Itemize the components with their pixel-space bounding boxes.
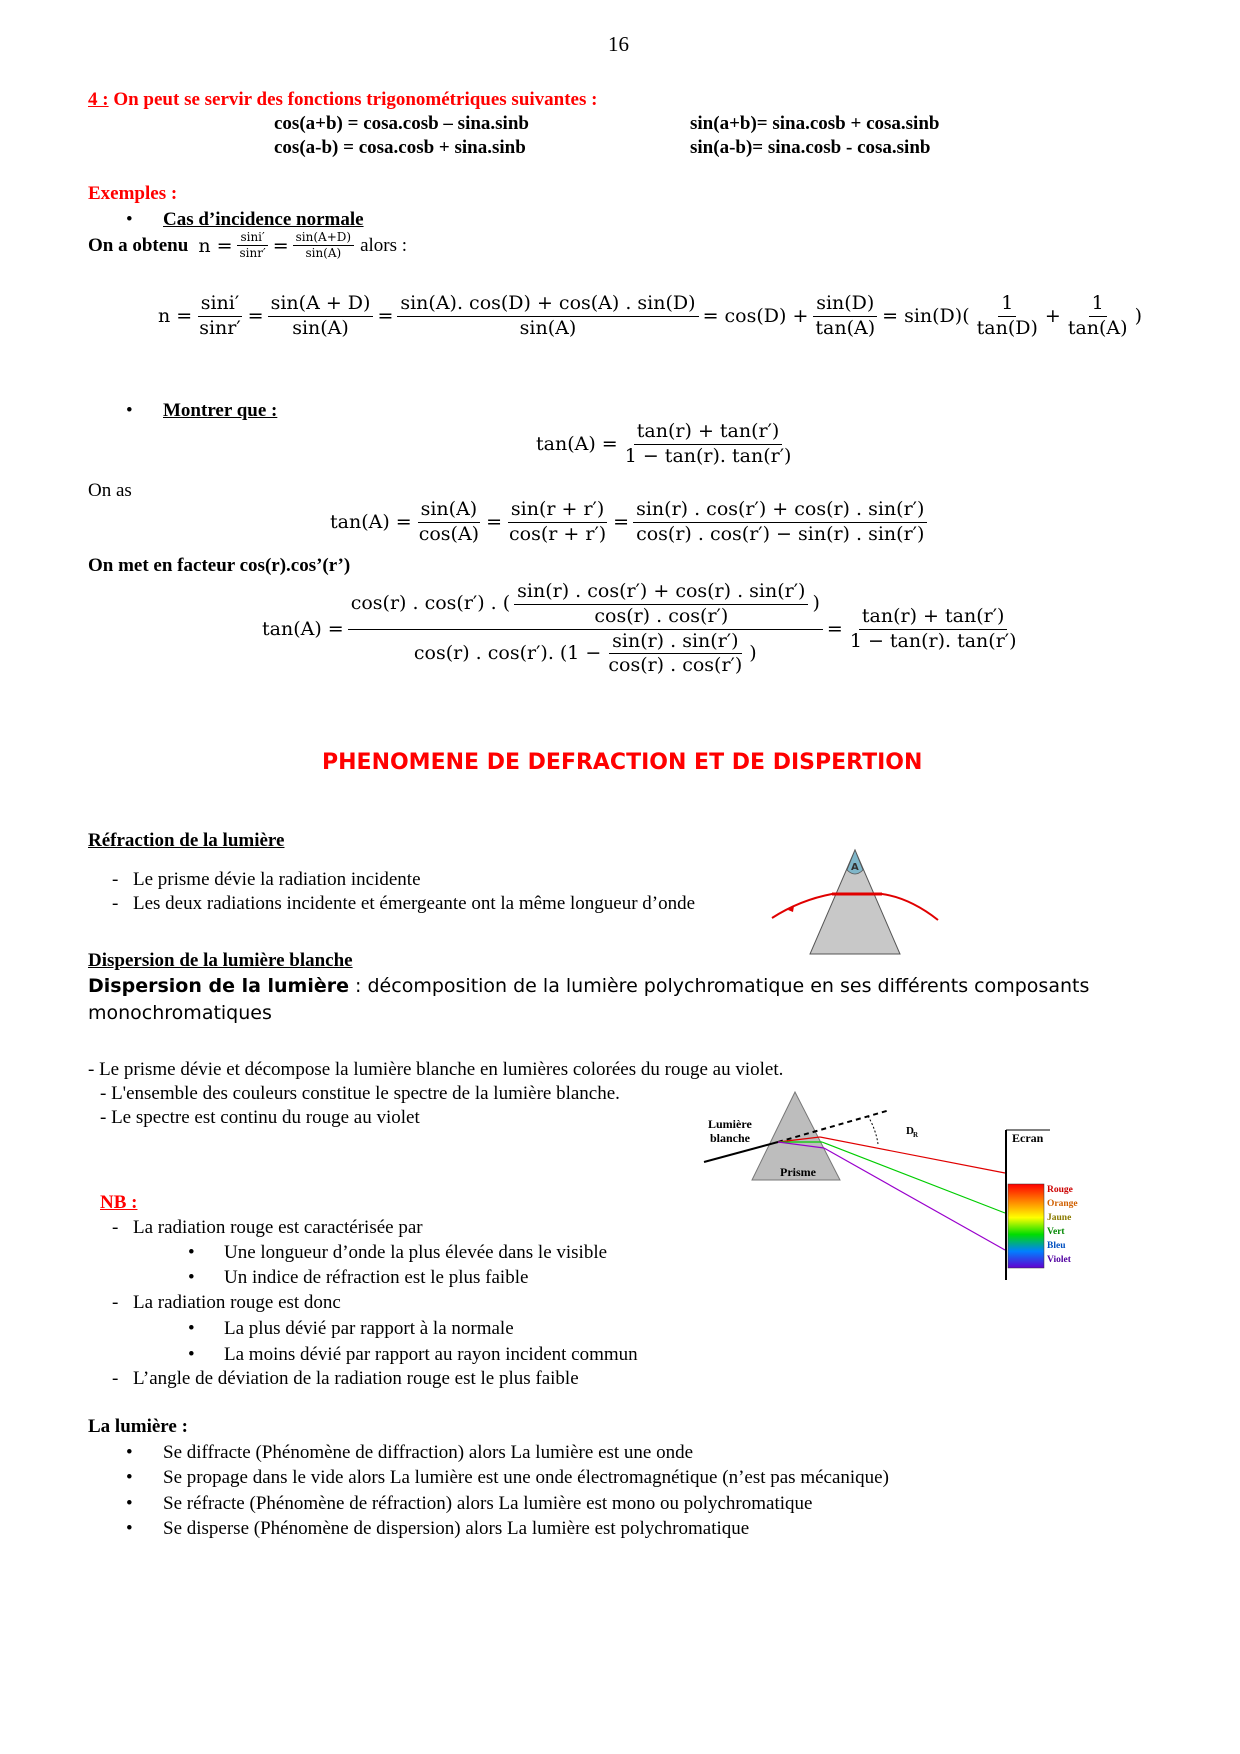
emergent-green	[822, 1142, 1005, 1213]
deviation-arc	[868, 1116, 878, 1144]
deviation-sub: R	[913, 1131, 919, 1139]
nested-numerator	[348, 580, 823, 630]
num: sin(A + D)	[268, 292, 374, 317]
factor-label: On met en facteur cos(r).cos’(r’)	[88, 555, 351, 576]
light-item: Se diffracte (Phénomène de diffraction) alors La lumière est une onde	[163, 1442, 694, 1463]
den: cos(r) . cos(r′) − sin(r) . sin(r′)	[636, 522, 925, 545]
prism-refraction-figure	[770, 848, 940, 958]
bullet-dot: •	[188, 1318, 195, 1339]
num-prefix: cos(r) . cos(r′) . (	[350, 592, 511, 615]
dispersion-title: Dispersion de la lumière blanche	[88, 950, 353, 971]
num: sini′	[237, 230, 267, 246]
fraction-sin-cos-rr	[506, 498, 609, 547]
close-paren: )	[812, 592, 820, 615]
spectrum-label: Jaune	[1047, 1213, 1072, 1223]
obtained-label: On a obtenu	[88, 234, 189, 256]
dispersion-definition	[88, 975, 1089, 997]
num: 1	[1089, 292, 1107, 317]
equals: =	[486, 511, 503, 534]
spectrum-label: Bleu	[1047, 1241, 1066, 1251]
inner-fraction-bottom	[605, 630, 745, 679]
num: sin(r + r′)	[508, 498, 607, 523]
dash: -	[112, 1292, 119, 1313]
equation-n-expansion	[158, 292, 1142, 341]
nb-red2-item: La moins dévié par rapport au rayon incident commun	[224, 1344, 638, 1365]
tanA-equals: tan(A) =	[536, 433, 618, 456]
bullet-dot: •	[126, 209, 133, 230]
equation-factored	[262, 580, 1024, 678]
fraction-tan-sum	[622, 420, 795, 469]
den: sin(A)	[519, 316, 577, 339]
formula-sin-sum: sin(a+b)= sina.cosb + cosa.sinb	[690, 113, 940, 134]
den: sin(A)	[292, 316, 349, 339]
nb-red2: La radiation rouge est donc	[133, 1292, 341, 1313]
fraction-sinApD-sinA-big	[268, 292, 374, 341]
bullet-dot: •	[188, 1267, 195, 1288]
spectrum-label: Rouge	[1047, 1185, 1073, 1195]
emergent-red	[820, 1137, 1005, 1173]
spectrum-label: Orange	[1047, 1199, 1078, 1209]
page-number: 16	[608, 32, 629, 56]
spectrum-label: Violet	[1047, 1255, 1071, 1265]
den: cos(A)	[418, 522, 480, 545]
fraction-sinApD-sinA	[293, 230, 354, 261]
den: sinr′	[199, 316, 241, 339]
den: sinr′	[239, 246, 266, 260]
den: tan(D)	[976, 316, 1038, 339]
refraction-title: Réfraction de la lumière	[88, 830, 285, 851]
nb-red3: L’angle de déviation de la radiation rouge est le plus faible	[133, 1368, 579, 1389]
bullet-dot: •	[126, 1518, 133, 1539]
fraction-1-tanA	[1065, 292, 1131, 341]
den-prefix: cos(r) . cos(r′). (1 −	[413, 641, 602, 664]
deviation-label: D	[906, 1125, 914, 1137]
fraction-sinD-tanA	[812, 292, 878, 341]
alors-label: alors :	[360, 234, 408, 256]
bullet-dot: •	[188, 1344, 195, 1365]
plus: +	[1044, 305, 1061, 328]
screen-label: Ecran	[1012, 1131, 1044, 1145]
light-label-2: blanche	[710, 1131, 751, 1145]
num: sin(A)	[418, 498, 481, 523]
nested-denominator	[411, 630, 760, 679]
fraction-sini-sinr-big	[196, 292, 243, 341]
equals: =	[247, 305, 264, 328]
dispersion-term: Dispersion de la lumière	[88, 975, 350, 997]
fraction-tan-result	[847, 605, 1020, 654]
obtained-line	[88, 230, 407, 261]
den: tan(A)	[815, 316, 876, 339]
cosD-plus: = cos(D) +	[702, 305, 809, 328]
dash: -	[112, 893, 119, 914]
inner-fraction-top	[514, 580, 808, 629]
nb-red1-item: Une longueur d’onde la plus élevée dans le visible	[224, 1242, 608, 1263]
show-that: Montrer que :	[163, 400, 278, 421]
dispersion-def-text2: monochromatiques	[88, 1002, 272, 1024]
fraction-sini-sinr	[237, 230, 269, 261]
bullet-dot: •	[188, 1242, 195, 1263]
equals: =	[826, 618, 843, 640]
on-as-label: On as	[88, 480, 132, 501]
tanA-equals: tan(A) =	[330, 511, 412, 534]
nb-title: NB :	[100, 1192, 138, 1213]
light-item: Se réfracte (Phénomène de réfraction) alors La lumière est mono ou polychromatique	[163, 1493, 813, 1514]
dash: -	[112, 1217, 119, 1238]
fraction-expanded	[397, 292, 698, 341]
den: tan(A)	[1067, 316, 1128, 339]
den: cos(r) . cos(r′)	[594, 604, 729, 627]
fraction-1-tanD	[974, 292, 1041, 341]
refraction-item: Le prisme dévie la radiation incidente	[133, 869, 421, 890]
examples-title: Exemples :	[88, 183, 178, 204]
dispersion-def-text: : décomposition de la lumière polychromatique en ses différents composants	[349, 975, 1090, 997]
light-item: Se propage dans le vide alors La lumière est une onde électromagnétique (n’est pas mécanique)	[163, 1467, 889, 1488]
bullet-dot: •	[126, 1467, 133, 1488]
nb-red2-item: La plus dévié par rapport à la normale	[224, 1318, 514, 1339]
num: sin(A). cos(D) + cos(A) . sin(D)	[397, 292, 698, 317]
n-equals: n =	[158, 305, 193, 328]
bullet-dot: •	[126, 1493, 133, 1514]
den: 1 − tan(r). tan(r′)	[849, 629, 1017, 652]
close-paren: )	[749, 641, 757, 664]
dispersion-item: - L'ensemble des couleurs constitue le spectre de la lumière blanche.	[100, 1083, 620, 1104]
prism-apex-label: A	[851, 862, 859, 873]
num: sin(r) . cos(r′) + cos(r) . sin(r′)	[514, 580, 808, 605]
num: 1	[998, 292, 1016, 317]
bullet-dot: •	[126, 1442, 133, 1463]
num: sini′	[198, 292, 242, 317]
dispersion-item: - Le prisme dévie et décompose la lumière blanche en lumières colorées du rouge au violet.	[88, 1059, 784, 1080]
num: sin(r) . cos(r′) + cos(r) . sin(r′)	[633, 498, 927, 523]
formula-cos-sum: cos(a+b) = cosa.cosb – sina.sinb	[274, 113, 529, 134]
section-heading: PHENOMENE DE DEFRACTION ET DE DISPERTION	[322, 750, 923, 775]
close-paren: )	[1134, 305, 1142, 328]
spectrum-bar	[1008, 1184, 1044, 1268]
num: tan(r) + tan(r′)	[859, 605, 1008, 630]
n-equals: n =	[198, 234, 233, 257]
equals: =	[613, 511, 630, 534]
dash: -	[112, 869, 119, 890]
light-title: La lumière :	[88, 1416, 188, 1437]
den: 1 − tan(r). tan(r′)	[624, 444, 792, 467]
refraction-item: Les deux radiations incidente et émergeante ont la même longueur d’onde	[133, 893, 696, 914]
nb-red1: La radiation rouge est caractérisée par	[133, 1217, 423, 1238]
prism-label: Prisme	[780, 1165, 816, 1179]
light-label-1: Lumière	[708, 1117, 752, 1131]
num: sin(D)	[813, 292, 877, 317]
equals: =	[272, 234, 289, 257]
spectrum-label: Vert	[1047, 1227, 1065, 1237]
fraction-sinA-cosA	[416, 498, 482, 547]
fraction-nested	[348, 580, 823, 678]
equals: =	[377, 305, 394, 328]
equation-tanA-target	[536, 420, 798, 469]
light-item: Se disperse (Phénomène de dispersion) alors La lumière est polychromatique	[163, 1518, 750, 1539]
formula-sin-diff: sin(a-b)= sina.cosb - cosa.sinb	[690, 137, 931, 158]
fraction-expanded-rr	[633, 498, 927, 547]
num: tan(r) + tan(r′)	[634, 420, 783, 445]
den: cos(r) . cos(r′)	[608, 654, 743, 677]
section4-text: On peut se servir des fonctions trigonométriques suivantes :	[108, 89, 598, 110]
nb-red1-item: Un indice de réfraction est le plus faible	[224, 1267, 529, 1288]
equation-tanA-expansion	[330, 498, 931, 547]
dispersion-figure	[700, 1090, 1100, 1290]
eq-sinD: = sin(D)(	[882, 305, 970, 328]
case-normal-incidence: Cas d’incidence normale	[163, 209, 364, 230]
bullet-dot: •	[126, 400, 133, 421]
num: sin(A+D)	[293, 230, 354, 246]
section4-title	[88, 89, 597, 111]
den: sin(A)	[305, 246, 342, 260]
den: cos(r + r′)	[509, 522, 607, 545]
emergent-violet	[824, 1148, 1005, 1250]
num: sin(r) . sin(r′)	[609, 630, 741, 655]
formula-cos-diff: cos(a-b) = cosa.cosb + sina.sinb	[274, 137, 526, 158]
dash: -	[112, 1368, 119, 1389]
dispersion-item: - Le spectre est continu du rouge au violet	[100, 1107, 420, 1128]
section4-label: 4 :	[88, 89, 109, 110]
tanA-equals: tan(A) =	[262, 618, 344, 640]
